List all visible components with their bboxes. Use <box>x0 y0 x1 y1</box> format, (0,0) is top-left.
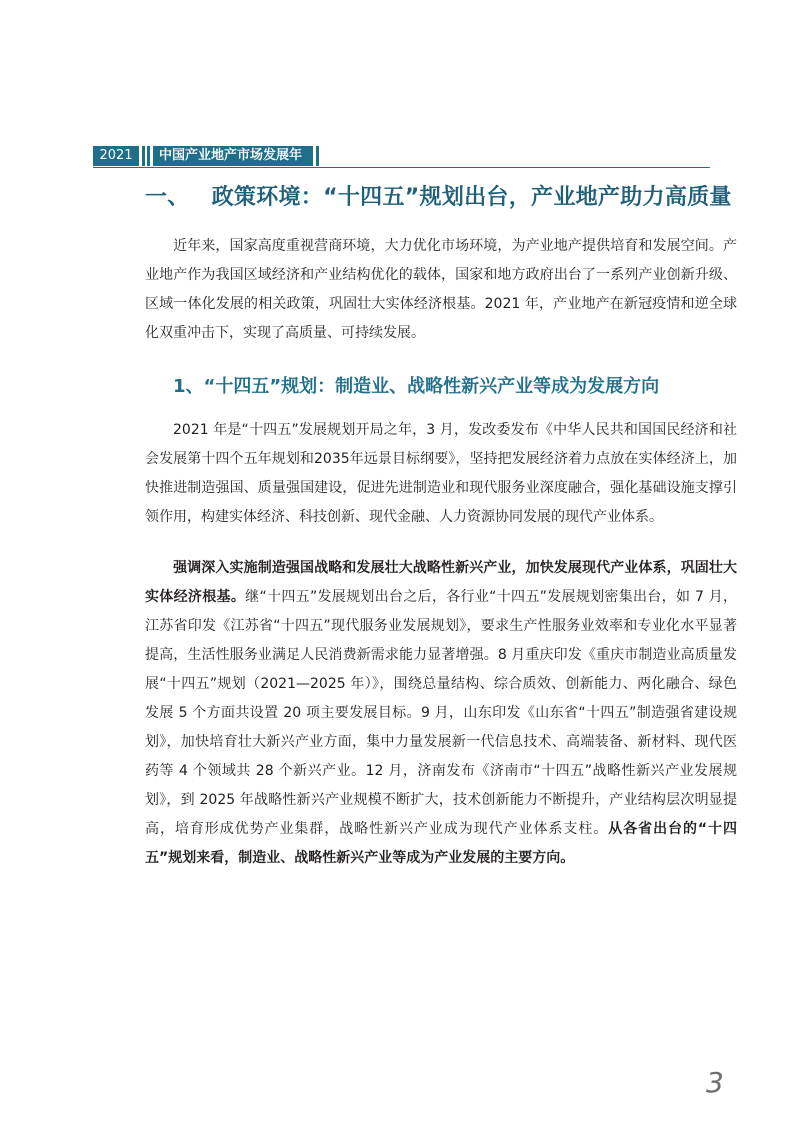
header-divider-bar <box>142 146 145 166</box>
running-header <box>93 146 319 183</box>
paragraph-bold-tail: 从各省出台的“十四五”规划来看，制造业、战略性新兴产业等成为产业发展的主要方向。 <box>145 821 737 866</box>
header-rule <box>93 167 710 168</box>
paragraph-provinces <box>145 554 737 873</box>
header-divider-bar <box>316 146 319 166</box>
subsection-heading: 1、“十四五”规划：制造业、战略性新兴产业等成为发展方向 <box>173 376 660 397</box>
intro-paragraph <box>145 232 737 348</box>
page-number: 3 <box>706 1066 724 1099</box>
paragraph-plan-text: 2021 年是“十四五”发展规划开局之年，3 月，发改委发布《中华人民共和国国民经济和社会发展第十四个五年规划和2035年远景目标纲要》，坚持把发展经济着力点放在实体经济上，加快推进制造强国、质量强国建设，促进先进制造业和现代服务业深度融合，强化基础设施支撑引领作用，构建实体经济、科技创新、现代金融、人力资源协同发展的现代产业体系。 <box>145 422 737 525</box>
intro-paragraph-text: 近年来，国家高度重视营商环境，大力优化市场环境，为产业地产提供培育和发展空间。产业地产作为我国区域经济和产业结构优化的载体，国家和地方政府出台了一系列产业创新升级、区域一体化发展的相关政策，巩固壮大实体经济根基。2021 年，产业地产在新冠疫情和逆全球化双重冲击下，实现了高质量、可持续发展。 <box>145 238 737 341</box>
paragraph-bold-lead: 强调深入实施制造强国战略和发展壮大战略性新兴产业，加快发展现代产业体系，巩固壮大实体经济根基。 <box>145 560 737 605</box>
section-heading <box>145 180 732 211</box>
section-number: 一、 <box>145 185 190 210</box>
paragraph-body: 继“十四五”发展规划出台之后，各行业“十四五”发展规划密集出台，如 7 月，江苏省印发《江苏省“十四五”现代服务业发展规划》，要求生产性服务业效率和专业化水平显著提高，生活性服务业满足人民消费新需求能力显著增强。8 月重庆印发《重庆市制造业高质量发展“十四五”规划（2021—2025 年）》，围绕总量结构、综合质效、创新能力、两化融合、绿色发展 5 个方面共设置 20 项主要发展目标。9 月，山东印发《山东省“十四五”制造强省建设规划》，加快培育壮大新兴产业方面，集中力量发展新一代信息技术、高端装备、新材料、现代医药等 4 个领域共 28 个新兴产业。12 月，济南发布《济南市“十四五”战略性新兴产业发展规划》，到 2025 年战略性新兴产业规模不断扩大，技术创新能力不断提升，产业结构层次明显提高，培育形成优势产业集群，战略性新兴产业成为现代产业体系支柱。 <box>145 589 738 837</box>
header-divider-bar <box>147 146 150 166</box>
paragraph-plan <box>145 416 737 532</box>
header-year: 2021 <box>93 146 139 166</box>
section-title: 政策环境：“十四五”规划出台，产业地产助力高质量 <box>211 185 732 210</box>
header-report-title: 中国产业地产市场发展年报 <box>153 146 313 166</box>
